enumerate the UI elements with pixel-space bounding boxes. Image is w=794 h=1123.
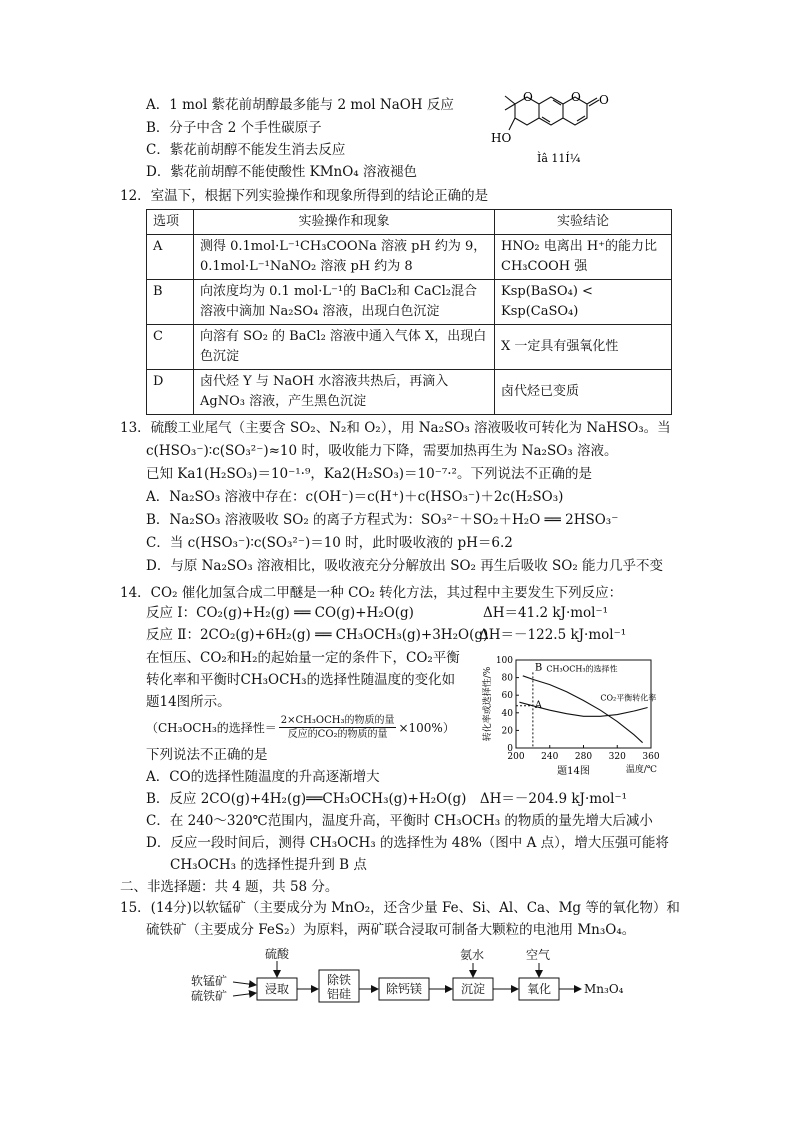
point-label-a: A	[534, 699, 543, 711]
flow-step-precipitate: 沉淀	[460, 982, 486, 996]
q13-stem-line-3: 已知 Ka1(H₂SO₃)＝10⁻¹·⁹，Ka2(H₂SO₃)＝10⁻⁷·²。下列说法不正确的是	[146, 466, 592, 482]
flow-step-leach: 浸取	[264, 982, 290, 996]
q14-chart	[478, 652, 668, 786]
row-operation: 向溶有 SO₂ 的 BaCl₂ 溶液中通入气体 X，出现白色沉淀	[194, 325, 495, 370]
q14-option-c: C．在 240～320℃范围内，温度升高，平衡时 CH₃OCH₃ 的物质的量先增大后减小	[146, 813, 653, 829]
hydroxyl-label: HO	[491, 131, 512, 145]
flow-reagent-air: 空气	[526, 948, 551, 962]
table-header: 选项	[147, 210, 194, 235]
q14-desc-line-1: 在恒压、CO₂和H₂的起始量一定的条件下，CO₂平衡	[146, 650, 460, 666]
flow-step-al-si: 铝硅	[326, 987, 352, 1001]
flow-input-pyrite: 硫铁矿	[191, 989, 228, 1003]
y-tick-label: 80	[501, 673, 513, 684]
row-operation: 测得 0.1mol·L⁻¹CH₃COONa 溶液 pH 约为 9，0.1mol·L⁻¹NaNO₂ 溶液 pH 约为 8	[194, 235, 495, 280]
q14-stem: 14．CO₂ 催化加氢合成二甲醚是一种 CO₂ 转化方法，其过程中主要发生下列反应：	[120, 585, 623, 601]
section-heading: 二、非选择题：共 4 题，共 58 分。	[120, 879, 339, 895]
formula-denominator: 反应的CO₂的物质的量	[287, 728, 388, 740]
flow-product: Mn₃O₄	[584, 982, 624, 996]
flow-reagent-ammonia: 氨水	[460, 948, 485, 962]
row-conclusion: HNO₂ 电离出 H⁺的能力比 CH₃COOH 强	[495, 235, 672, 280]
y-tick-label: 0	[507, 744, 513, 754]
flow-step-remove-fe: 除铁	[326, 973, 352, 987]
y-tick-label: 60	[501, 691, 513, 702]
q11-option-b: B．分子中含 2 个手性碳原子	[146, 120, 322, 136]
x-tick-label: 320	[608, 752, 626, 762]
carbonyl-oxygen-label: O	[599, 93, 609, 107]
q14-option-d-continued: CH₃OCH₃ 的选择性提升到 B 点	[170, 857, 367, 873]
point-label-b: B	[534, 662, 543, 674]
q14-option-a: A．CO的选择性随温度的升高逐渐增大	[146, 769, 380, 785]
q14-reaction-2-enthalpy: ΔH＝－122.5 kJ·mol⁻¹	[479, 627, 627, 643]
row-conclusion: Ksp(BaSO₄) < Ksp(CaSO₄)	[495, 280, 672, 325]
q11-option-d: D．紫花前胡醇不能使酸性 KMnO₄ 溶液褪色	[146, 164, 417, 180]
flow-step-remove-ca-mg: 除钙镁	[385, 982, 423, 996]
q11-option-c: C．紫花前胡醇不能发生消去反应	[146, 142, 346, 158]
row-option: A	[147, 235, 194, 280]
ring-oxygen-label-2: O	[571, 90, 581, 104]
chart-caption: 题14图	[557, 766, 590, 777]
formula-numerator: 2×CH₃OCH₃的物质的量	[280, 714, 395, 726]
y-tick-label: 20	[501, 726, 513, 737]
table-header: 实验操作和现象	[194, 210, 495, 235]
q14-desc-line-2: 转化率和平衡时CH₃OCH₃的选择性随温度的变化如	[146, 672, 456, 688]
flow-input-pyrolusite: 软锰矿	[191, 974, 228, 988]
formula-right: ×100%）	[398, 720, 455, 735]
q14-option-b: B．反应 2CO(g)+4H₂(g)══CH₃OCH₃(g)+H₂O(g) ΔH＝－204.9 kJ·mol⁻¹	[146, 791, 628, 807]
structure-caption: Ìâ 11Í¼	[537, 152, 581, 164]
q15-flowchart	[185, 945, 655, 1015]
x-tick-label: 280	[574, 752, 593, 762]
row-conclusion: X 一定具有强氧化性	[495, 325, 672, 370]
q15-stem-line-1: 15．(14分)以软锰矿（主要成分为 MnO₂，还含少量 Fe、Si、Al、Ca、Mg 等的氧化物）和	[120, 900, 680, 916]
series-label-conversion: CO₂平衡转化率	[600, 693, 657, 703]
q11-option-a: A．1 mol 紫花前胡醇最多能与 2 mol NaOH 反应	[146, 97, 454, 113]
flow-reagent-acid: 硫酸	[265, 947, 290, 961]
table-row	[147, 325, 672, 370]
y-tick-label: 100	[495, 656, 513, 666]
row-operation: 卤代烃 Y 与 NaOH 水溶液共热后，再滴入 AgNO₃ 溶液，产生黑色沉淀	[194, 370, 495, 415]
q14-reaction-1-enthalpy: ΔH＝41.2 kJ·mol⁻¹	[483, 605, 609, 621]
table-row	[147, 370, 672, 415]
q13-option-b: B．Na₂SO₃ 溶液吸收 SO₂ 的离子方程式为：SO₃²⁻＋SO₂＋H₂O ══ 2HSO₃⁻	[146, 512, 619, 528]
q14-desc-line-3: 题14图所示。	[146, 694, 231, 710]
q13-option-a: A．Na₂SO₃ 溶液中存在：c(OH⁻)＝c(H⁺)＋c(HSO₃⁻)＋2c(H₂SO₃)	[146, 489, 564, 505]
q14-reaction-2: 反应 Ⅱ：2CO₂(g)+6H₂(g) ══ CH₃OCH₃(g)+3H₂O(g)	[146, 627, 489, 643]
row-option: C	[147, 325, 194, 370]
y-tick-label: 40	[501, 708, 513, 719]
table-row	[147, 235, 672, 280]
flow-step-oxidize: 氧化	[526, 982, 552, 996]
q14-ask: 下列说法不正确的是	[146, 747, 268, 763]
row-operation: 向浓度均为 0.1 mol·L⁻¹的 BaCl₂和 CaCl₂混合溶液中滴加 Na₂SO₄ 溶液，出现白色沉淀	[194, 280, 495, 325]
ring-oxygen-label-1: O	[523, 90, 533, 104]
x-tick-label: 200	[507, 752, 525, 762]
q14-formula	[146, 710, 455, 744]
q11-structure-diagram	[485, 84, 645, 164]
formula-fraction	[279, 714, 397, 741]
q12-stem: 12．室温下，根据下列实验操作和现象所得到的结论正确的是	[120, 188, 489, 204]
q13-option-c: C．当 c(HSO₃⁻)∶c(SO₃²⁻)＝10 时，此时吸收液的 pH＝6.2	[146, 535, 513, 551]
q13-stem-line-1: 13．硫酸工业尾气（主要含 SO₂、N₂和 O₂），用 Na₂SO₃ 溶液吸收可转化为 NaHSO₃。当	[120, 420, 671, 436]
row-option: D	[147, 370, 194, 415]
q12-table	[146, 209, 672, 415]
q15-stem-line-2: 硫铁矿（主要成分 FeS₂）为原料，两矿联合浸取可制备大颗粒的电池用 Mn₃O₄。	[146, 922, 636, 938]
q14-option-d: D．反应一段时间后，测得 CH₃OCH₃ 的选择性为 48%（图中 A 点），增大压强可能将	[146, 835, 669, 851]
row-option: B	[147, 280, 194, 325]
table-header: 实验结论	[495, 210, 672, 235]
series-label-selectivity: CH₃OCH₃的选择性	[546, 664, 618, 674]
y-axis-label: 转化率或选择性/%	[483, 666, 493, 742]
row-conclusion: 卤代烃已变质	[495, 370, 672, 415]
q13-option-d: D．与原 Na₂SO₃ 溶液相比，吸收液充分分解放出 SO₂ 再生后吸收 SO₂ 能力几乎不变	[146, 558, 664, 574]
x-axis-label: 温度/℃	[625, 765, 657, 775]
q14-reaction-1: 反应 Ⅰ：CO₂(g)+H₂(g) ══ CO(g)+H₂O(g)	[146, 605, 414, 621]
x-tick-label: 360	[642, 752, 660, 762]
formula-left: （CH₃OCH₃的选择性＝	[146, 720, 277, 735]
q13-stem-line-2: c(HSO₃⁻)∶c(SO₃²⁻)≈10 时，吸收能力下降，需要加热再生为 Na₂SO₃ 溶液。	[146, 443, 618, 459]
table-row	[147, 280, 672, 325]
table-header-row	[147, 210, 672, 235]
x-tick-label: 240	[541, 752, 559, 762]
